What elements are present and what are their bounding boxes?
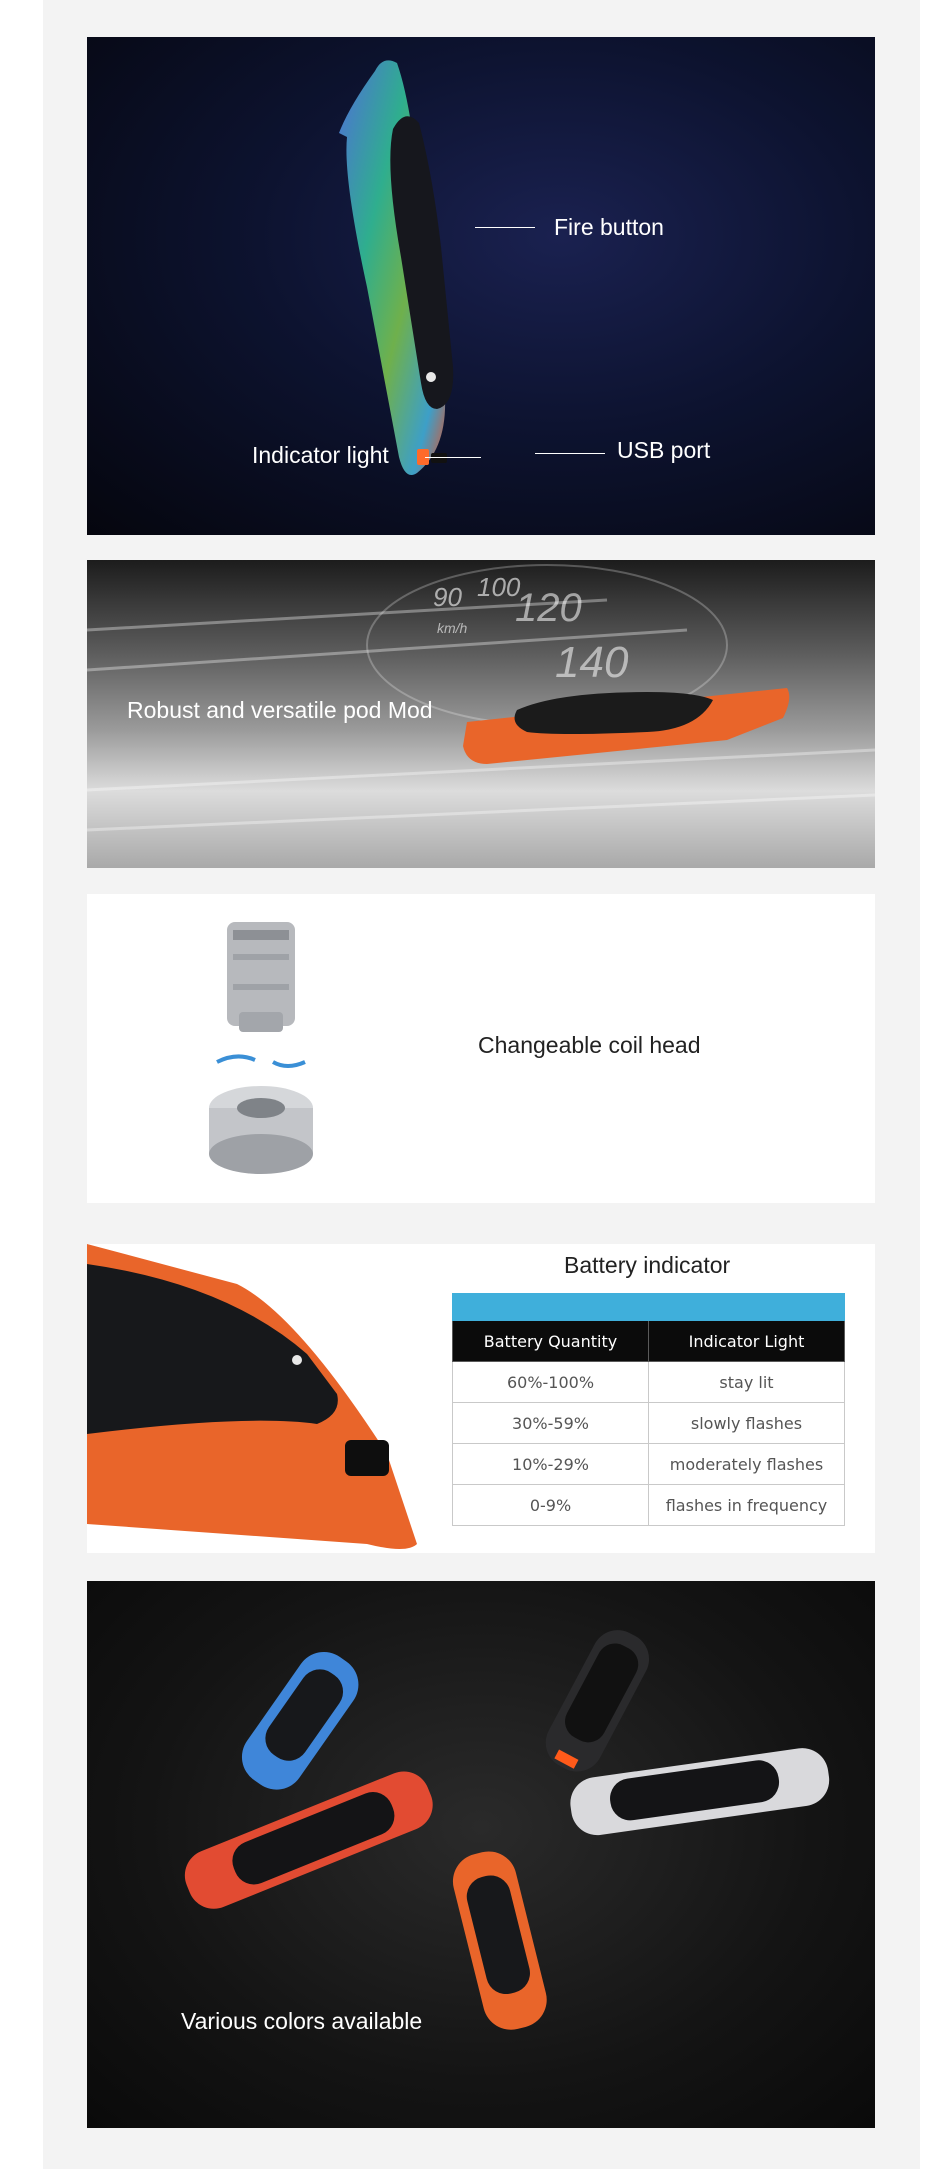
table-header-row [453, 1321, 845, 1362]
rotate-arrow-icon [273, 1062, 305, 1066]
robust-pod-caption: Robust and versatile pod Mod [127, 697, 433, 723]
table-row [453, 1403, 845, 1444]
coil-head-caption: Changeable coil head [478, 1032, 701, 1058]
brand-logo-icon [292, 1355, 302, 1365]
battery-indicator-panel [87, 1244, 875, 1553]
colors-panel [87, 1581, 875, 2128]
speed-unit: km/h [437, 620, 468, 636]
coil-head-image [87, 894, 347, 1203]
table-cell: stay lit [649, 1362, 845, 1403]
indicator-light-callout-line [425, 457, 481, 458]
speed-mark-90: 90 [433, 582, 462, 612]
pod-closeup-image [87, 1244, 427, 1553]
rotate-arrow-icon [217, 1056, 255, 1062]
speed-mark-140: 140 [555, 638, 629, 687]
table-row [453, 1444, 845, 1485]
speed-mark-100: 100 [477, 572, 521, 602]
table-row [453, 1362, 845, 1403]
device-anatomy-panel [87, 37, 875, 535]
fire-button-callout-line [475, 227, 535, 228]
coil-head-panel [87, 894, 875, 1203]
table-accent-bar [453, 1294, 845, 1321]
table-cell: flashes in frequency [649, 1485, 845, 1526]
table-row [453, 1485, 845, 1526]
speed-banner-panel [87, 560, 875, 868]
usb-port-icon [345, 1440, 389, 1476]
speed-mark-120: 120 [515, 586, 582, 630]
table-cell: 60%-100% [453, 1362, 649, 1403]
table-cell: moderately flashes [649, 1444, 845, 1485]
indicator-light-label: Indicator light [252, 442, 389, 468]
usb-port-callout-line [535, 453, 605, 454]
table-cell: 10%-29% [453, 1444, 649, 1485]
fire-button-label: Fire button [554, 214, 664, 240]
usb-port-label: USB port [617, 437, 711, 463]
battery-indicator-title: Battery indicator [564, 1252, 731, 1278]
battery-table [452, 1293, 845, 1526]
brand-logo-icon [426, 372, 436, 382]
colors-caption: Various colors available [181, 2008, 423, 2034]
column-header: Indicator Light [649, 1321, 845, 1362]
pod-device-image [87, 37, 875, 535]
table-cell: 0-9% [453, 1485, 649, 1526]
column-header: Battery Quantity [453, 1321, 649, 1362]
table-cell: 30%-59% [453, 1403, 649, 1444]
table-cell: slowly flashes [649, 1403, 845, 1444]
color-variants-image [87, 1581, 875, 2128]
usb-port-icon [431, 453, 447, 463]
